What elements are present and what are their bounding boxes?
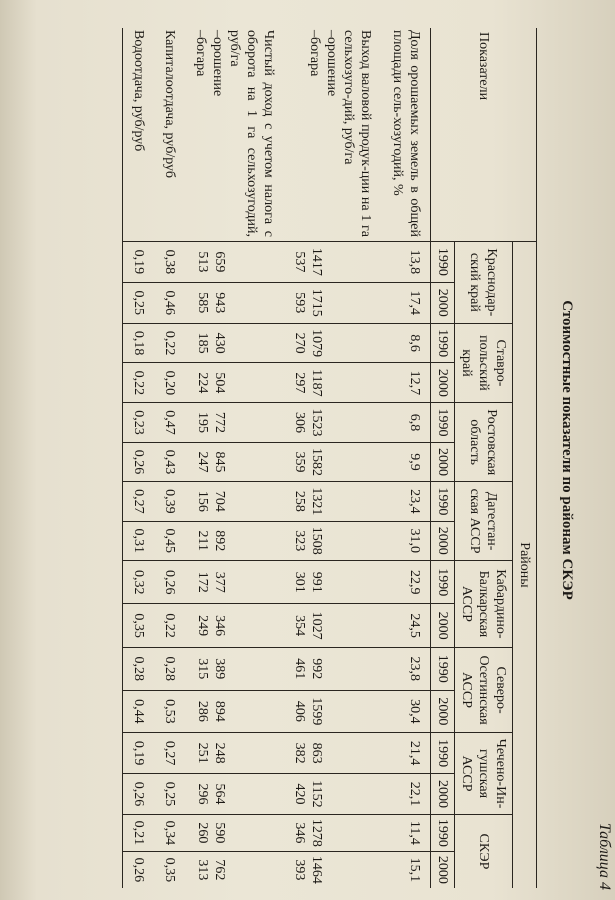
table-cell: 0,20: [154, 363, 185, 403]
table-cell: 0,22: [122, 363, 154, 403]
table-cell: 0,53: [154, 690, 185, 733]
table-cell: 0,28: [122, 647, 154, 690]
region-header: Кабардино-Балкарская АССР: [454, 560, 512, 647]
year-header: 1990: [430, 733, 454, 774]
table-cell: 0,35: [154, 851, 185, 888]
table-cell: 1523 306: [284, 403, 381, 442]
region-header: Ростовская область: [454, 403, 512, 482]
table-body: [122, 28, 430, 888]
table-cell: 0,25: [122, 282, 154, 323]
table-cell: 430 185: [185, 323, 284, 363]
table-cell: 1464 393: [284, 851, 381, 888]
table-cell: 0,26: [122, 851, 154, 888]
table-cell: 1715 593: [284, 282, 381, 323]
table-cell: 0,38: [154, 242, 185, 283]
table-cell: 0,44: [122, 690, 154, 733]
table-caption: Таблица 4: [596, 822, 613, 890]
year-header: 1990: [430, 560, 454, 603]
table-cell: 1417 537: [284, 242, 381, 283]
table-cell: 943 585: [185, 282, 284, 323]
year-header: 2000: [430, 604, 454, 647]
region-header: Дагестан-ская АССР: [454, 482, 512, 561]
table-cell: 659 513: [185, 242, 284, 283]
year-header: 1990: [430, 403, 454, 442]
table-cell: 991 301: [284, 560, 381, 603]
year-header: 1990: [430, 323, 454, 363]
table-cell: 24,5: [381, 604, 430, 647]
table-cell: 992 461: [284, 647, 381, 690]
year-header: 2000: [430, 851, 454, 888]
table-cell: 1187 297: [284, 363, 381, 403]
table-cell: 704 156: [185, 482, 284, 521]
table-cell: 0,26: [154, 560, 185, 603]
table-cell: 0,28: [154, 647, 185, 690]
table-cell: 590 260: [185, 814, 284, 851]
table-cell: 13,8: [381, 242, 430, 283]
table-cell: 0,34: [154, 814, 185, 851]
table-cell: 564 296: [185, 774, 284, 815]
table-cell: 12,7: [381, 363, 430, 403]
table-cell: 0,23: [122, 403, 154, 442]
table-cell: 346 249: [185, 604, 284, 647]
table-cell: 1079 270: [284, 323, 381, 363]
year-header: 2000: [430, 521, 454, 560]
row-label: Капиталоотдача, руб/руб: [161, 30, 177, 178]
year-header: 1990: [430, 814, 454, 851]
table-cell: 894 286: [185, 690, 284, 733]
table-cell: 23,4: [381, 482, 430, 521]
table-row: [122, 28, 154, 888]
table-cell: 892 211: [185, 521, 284, 560]
region-header: Северо-Осетинская АССР: [454, 647, 512, 732]
table-cell: 845 247: [185, 442, 284, 481]
year-header: 1990: [430, 242, 454, 283]
row-label: Выход валовой продук-ции на 1 га сельхозуго-дий, руб/га –орошение –богара: [307, 30, 374, 237]
table-cell: 1027 354: [284, 604, 381, 647]
table-cell: 11,4: [381, 814, 430, 851]
table-cell: 1152 420: [284, 774, 381, 815]
table-cell: 772 195: [185, 403, 284, 442]
table-cell: 1508 323: [284, 521, 381, 560]
region-header: Чечено-Ин-гушская АССР: [454, 733, 512, 815]
table-cell: 1599 406: [284, 690, 381, 733]
table-cell: 22,9: [381, 560, 430, 603]
table-cell: 0,45: [154, 521, 185, 560]
year-header: 2000: [430, 774, 454, 815]
table-cell: 377 172: [185, 560, 284, 603]
year-header: 1990: [430, 647, 454, 690]
cost-indicators-table: [122, 28, 537, 888]
table-row: [284, 28, 381, 888]
table-cell: 21,4: [381, 733, 430, 774]
table-cell: 0,22: [154, 604, 185, 647]
row-label: Чистый доход с учетом налога с оборота на 1 га сельхозугодий, руб/га –орошение –богара: [192, 30, 277, 237]
table-cell: 0,18: [122, 323, 154, 363]
table-cell: 1582 359: [284, 442, 381, 481]
year-header: 2000: [430, 363, 454, 403]
table-row: [154, 28, 185, 888]
region-header: СКЭР: [454, 814, 512, 888]
table-cell: 31,0: [381, 521, 430, 560]
year-header: 2000: [430, 442, 454, 481]
table-cell: 0,26: [122, 442, 154, 481]
table-cell: 248 251: [185, 733, 284, 774]
table-cell: 17,4: [381, 282, 430, 323]
table-cell: 0,26: [122, 774, 154, 815]
table-cell: 30,4: [381, 690, 430, 733]
table-cell: 389 315: [185, 647, 284, 690]
table-cell: 0,25: [154, 774, 185, 815]
table-cell: 0,46: [154, 282, 185, 323]
table-cell: 1278 346: [284, 814, 381, 851]
indicator-column-header: Показатели: [430, 28, 536, 242]
table-cell: 504 224: [185, 363, 284, 403]
year-header: 1990: [430, 482, 454, 521]
table-cell: 0,43: [154, 442, 185, 481]
table-cell: 8,6: [381, 323, 430, 363]
table-row: [185, 28, 284, 888]
table-cell: 0,19: [122, 242, 154, 283]
table-cell: 0,19: [122, 733, 154, 774]
table-cell: 0,27: [154, 733, 185, 774]
year-header: 2000: [430, 282, 454, 323]
table-cell: 0,27: [122, 482, 154, 521]
table-cell: 22,1: [381, 774, 430, 815]
table-cell: 0,39: [154, 482, 185, 521]
table-cell: 1321 258: [284, 482, 381, 521]
regions-group-header: Районы: [512, 242, 536, 889]
table-cell: 0,21: [122, 814, 154, 851]
table-title: Стоимостные показатели по районам СКЭР: [559, 300, 575, 600]
table-cell: 0,32: [122, 560, 154, 603]
table-cell: 762 313: [185, 851, 284, 888]
table-row: [381, 28, 430, 888]
table-cell: 0,22: [154, 323, 185, 363]
table-cell: 0,31: [122, 521, 154, 560]
table-cell: 23,8: [381, 647, 430, 690]
table-cell: 15,1: [381, 851, 430, 888]
table-cell: 9,9: [381, 442, 430, 481]
table-cell: 0,35: [122, 604, 154, 647]
region-header: Краснодар-ский край: [454, 242, 512, 324]
table-cell: 863 382: [284, 733, 381, 774]
year-header: 2000: [430, 690, 454, 733]
row-label: Водоотдача, руб/руб: [130, 30, 146, 152]
region-header: Ставро-польский край: [454, 323, 512, 403]
table-cell: 0,47: [154, 403, 185, 442]
row-label: Доля орошаемых земель в общей площади сель-хозугодий, %: [389, 30, 422, 237]
table-cell: 6,8: [381, 403, 430, 442]
